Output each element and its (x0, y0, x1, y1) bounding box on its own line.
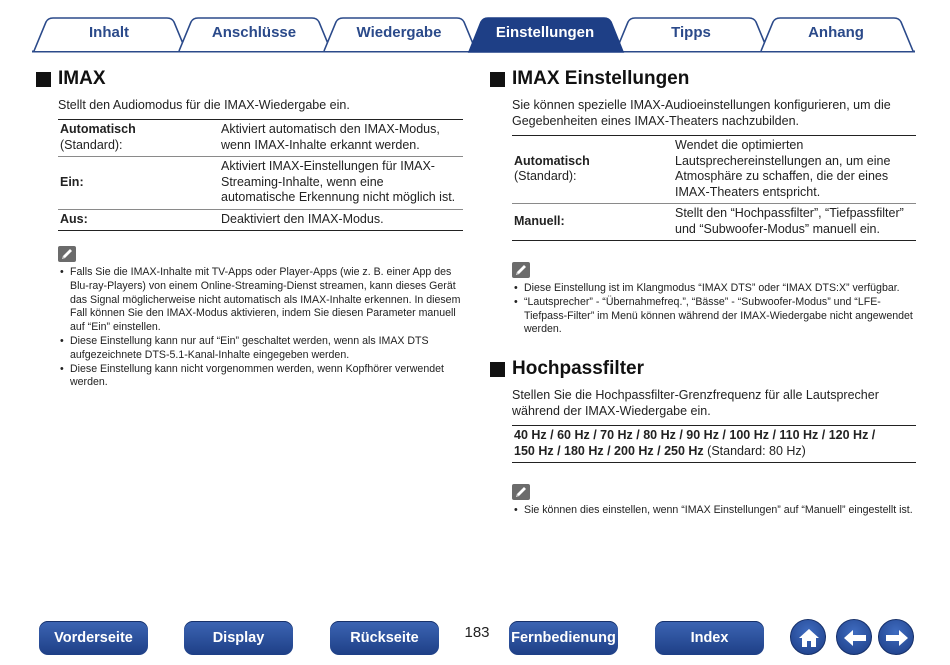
home-icon (791, 620, 827, 656)
home-button[interactable] (790, 619, 826, 655)
list-item: • “Lautsprecher” - “Übernahmefreq.”, “Bässe” - “Subwoofer-Modus” und “LFE-Tiefpass-Filter” im Menü können während der IMAX-Wiedergabe nicht angewendet werden. (514, 296, 916, 337)
fernbedienung-button[interactable]: Fernbedienung (509, 621, 618, 655)
table-row (58, 157, 463, 210)
term-name: Manuell: (514, 213, 565, 228)
section-intro: Stellt den Audiomodus für die IMAX-Wiedergabe ein. (58, 98, 350, 112)
tab-anschluesse[interactable]: Anschlüsse (211, 24, 297, 41)
tab-anhang[interactable]: Anhang (808, 24, 864, 41)
vorderseite-button[interactable]: Vorderseite (39, 621, 148, 655)
list-item: • Diese Einstellung kann nur auf “Ein” geschaltet werden, wenn als IMAX DTS aufgezeichnete DTS-5.1-Kanal-Inhalte eingegeben werden. (60, 335, 464, 363)
table-row (58, 209, 463, 231)
term-suffix: (Standard): (514, 169, 577, 183)
section-heading-text: Hochpassfilter (512, 358, 644, 380)
tab-einstellungen[interactable]: Einstellungen (495, 24, 595, 41)
notes-list (60, 266, 464, 390)
table-description: Wendet die optimierten Lautsprechereinstellungen an, um eine Atmosphäre zu schaffen, die der eines IMAX-Theaters entspricht. (675, 138, 891, 199)
arrow-left-icon (837, 620, 873, 656)
arrow-right-icon (879, 620, 915, 656)
list-item: • Falls Sie die IMAX-Inhalte mit TV-Apps oder Player-Apps (wie z. B. einer App des Blu-ray-Players) von einem Online-Streaming-Dienst streamen, kann dieses Gerät das Signal möglicherweise nicht automatisch als IMAX-Inhalte erkennen. In diesem Fall können Sie den IMAX-Modus aktivieren, indem Sie diesen Parameter manuell auf “Ein” einstellen. (60, 266, 464, 335)
next-page-button[interactable] (878, 619, 914, 655)
section-heading-imax (36, 66, 464, 92)
rueckseite-button[interactable]: Rückseite (330, 621, 439, 655)
table-term (58, 209, 219, 231)
heading-square-icon (36, 72, 51, 87)
index-button[interactable]: Index (655, 621, 764, 655)
table-description: Stellt den “Hochpassfilter”, “Tiefpassfilter” und “Subwoofer-Modus” manuell ein. (675, 206, 904, 236)
frequency-default: (Standard: 80 Hz) (707, 444, 806, 459)
term-name: Automatisch (60, 122, 136, 136)
table-description: Aktiviert IMAX-Einstellungen für IMAX-Streaming-Inhalte, wenn eine automatische Erkennung nicht möglich ist. (221, 159, 456, 204)
table-row (512, 204, 916, 241)
table-term (58, 157, 219, 210)
section-intro: Sie können spezielle IMAX-Audioeinstellungen konfigurieren, um die Gegebenheiten eines IMAX-Theaters nachzubilden. (512, 98, 891, 128)
table-row (58, 120, 463, 157)
tab-inhalt[interactable]: Inhalt (89, 24, 129, 41)
section-heading-text: IMAX Einstellungen (512, 68, 690, 89)
notes-list (514, 504, 916, 518)
imax-mode-table (58, 119, 463, 231)
previous-page-button[interactable] (836, 619, 872, 655)
term-name: Aus: (60, 211, 88, 226)
section-heading-hochpassfilter (490, 356, 916, 382)
tab-wiedergabe[interactable]: Wiedergabe (356, 24, 442, 41)
section-heading-imax-einstellungen (490, 66, 916, 92)
pencil-icon (512, 262, 530, 278)
frequency-list-line1: 40 Hz / 60 Hz / 70 Hz / 80 Hz / 90 Hz / 100 Hz / 110 Hz / 120 Hz / (514, 428, 876, 443)
list-item: • Diese Einstellung ist im Klangmodus “IMAX DTS” oder “IMAX DTS:X” verfügbar. (514, 282, 916, 296)
list-item: • Diese Einstellung kann nicht vorgenommen werden, wenn Kopfhörer verwendet werden. (60, 363, 464, 391)
pencil-icon (512, 484, 530, 500)
table-description: Aktiviert automatisch den IMAX-Modus, wenn IMAX-Inhalte erkannt werden. (221, 122, 440, 152)
table-row (512, 136, 916, 204)
list-item: • Sie können dies einstellen, wenn “IMAX Einstellungen” auf “Manuell” eingestellt ist. (514, 504, 916, 518)
frequency-list-line2: 150 Hz / 180 Hz / 200 Hz / 250 Hz (514, 444, 704, 459)
notes-list (514, 282, 916, 337)
section-intro: Stellen Sie die Hochpassfilter-Grenzfrequenz für alle Lautsprecher während der IMAX-Wiedergabe ein. (512, 388, 879, 419)
heading-square-icon (490, 72, 505, 87)
frequency-values (512, 425, 916, 463)
tab-bar (0, 0, 950, 56)
term-name: Automatisch (514, 153, 590, 168)
table-term (58, 120, 219, 157)
right-column (490, 66, 916, 518)
imax-settings-table (512, 135, 916, 241)
term-suffix: (Standard): (60, 137, 123, 152)
table-description: Deaktiviert den IMAX-Modus. (221, 211, 384, 226)
table-term (512, 136, 673, 204)
pencil-icon (58, 246, 76, 262)
page-number: 183 (464, 624, 490, 641)
tab-tipps[interactable]: Tipps (671, 24, 711, 41)
left-column (36, 66, 464, 390)
term-name: Ein: (60, 174, 84, 189)
section-heading-text: IMAX (58, 68, 106, 89)
table-term (512, 204, 673, 241)
heading-square-icon (490, 362, 505, 377)
display-button[interactable]: Display (184, 621, 293, 655)
